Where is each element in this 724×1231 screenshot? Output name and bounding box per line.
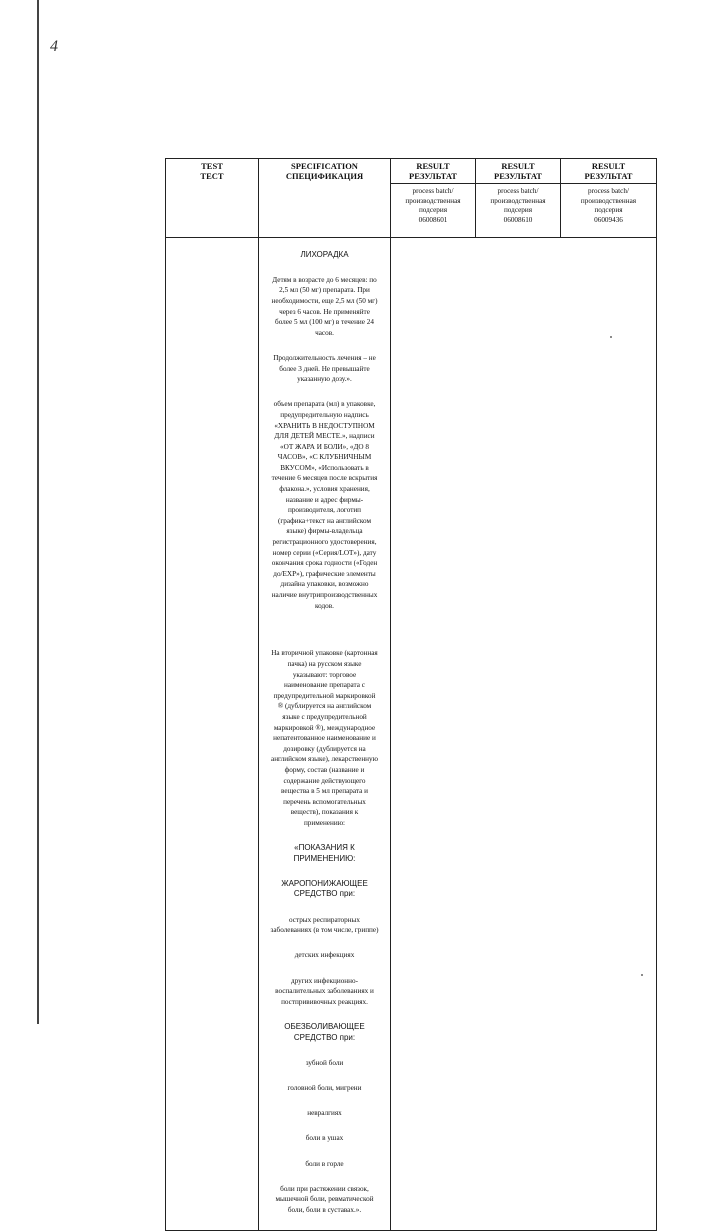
spec-paragraph: головной боли, мигрени [287, 1083, 362, 1092]
spec-paragraph: «ПОКАЗАНИЯ К ПРИМЕНЕНИЮ: [293, 843, 356, 863]
handwritten-page-mark: 4 [50, 38, 58, 55]
header-result-2 [476, 159, 561, 184]
batch-number: 06009436 [594, 215, 623, 224]
batch-cell [476, 184, 561, 238]
spec-paragraph: Детям в возрасте до 6 месяцев: по 2,5 мл (50 мг) препарата. При необходимости, еще 2,5 мл (50 мг) через 6 часов. Не применяйте более 5 мл (100 мг) в течение 24 часов. [271, 275, 378, 337]
spec-paragraph: Продолжительность лечения – не более 3 дней. Не превышайте указанную дозу.». [273, 353, 376, 384]
batch-number: 06008601 [418, 215, 448, 224]
scan-edge-line [37, 0, 39, 1024]
scan-speck [641, 974, 643, 976]
spec-paragraph: ОБЕЗБОЛИВАЮЩЕЕ СРЕДСТВО при: [284, 1021, 365, 1042]
header-result-text: RESULT РЕЗУЛЬТАТ [494, 161, 542, 181]
batch-label: process batch/ производственная подсерия [490, 187, 546, 214]
spec-paragraph: боли при растяжении связок, мышечной боли, ревматической боли, боли в суставах.». [275, 1184, 374, 1214]
spec-paragraph: боли в горле [305, 1159, 344, 1168]
spec-paragraph: На вторичной упаковке (картонная пачка) на русском языке указывают: торговое наименование препарата с предупредительной маркировкой ® (дублируется на английском языке с предупредительной маркировкой ®), международное непатентованное наименование и дозировку (дублируется на английском языке), лекарственную форму, состав (название и содержание действующего вещества в 5 мл препарата и перечень вспомогательных веществ), показания к применению: [271, 649, 378, 827]
batch-cell [391, 184, 476, 238]
spec-paragraph: острых респираторных заболеваниях (в том числе, гриппе) [270, 915, 379, 935]
header-specification [259, 159, 391, 238]
spec-paragraph: невралгиях [307, 1109, 342, 1118]
body-row [166, 238, 657, 1231]
header-result-text: RESULT РЕЗУЛЬТАТ [584, 161, 633, 181]
test-cell [166, 238, 259, 1231]
header-result-text: RESULT РЕЗУЛЬТАТ [409, 161, 457, 181]
specification-cell [259, 238, 391, 1231]
batch-label: process batch/ производственная подсерия [580, 187, 637, 214]
spec-paragraph: объем препарата (мл) в упаковке, предупредительную надпись «ХРАНИТЬ В НЕДОСТУПНОМ ДЛЯ ДЕТЕЙ МЕСТЕ.», надписи «ОТ ЖАРА И БОЛИ», «ДО 8 ЧАСОВ», «С КЛУБНИЧНЫМ ВКУСОМ», «Использовать в течение 6 месяцев после вскрытия флакона.», условия хранения, название и адрес фирмы- производителя, логотип (графика+текст на английском языке) фирмы-владельца регистрационного удостоверения, номер серии («Серия/LOT»), дату окончания срока годности («Годен до/EXP»), графические элементы дизайна упаковки, возможно наличие внутрипроизводственных кодов. [271, 400, 378, 610]
header-result-1 [391, 159, 476, 184]
specification-table [165, 158, 657, 1231]
header-test-text: TEST ТЕСТ [200, 161, 224, 181]
scan-speck [610, 336, 612, 338]
batch-number: 06008610 [503, 215, 533, 224]
spec-paragraph: детских инфекциях [294, 951, 355, 960]
spec-paragraph: ЛИХОРАДКА [300, 249, 349, 259]
spec-paragraph: других инфекционно- воспалительных заболеваниях и постпрививочных реакциях. [275, 976, 374, 1006]
header-row [166, 159, 657, 184]
spec-paragraph: зубной боли [305, 1058, 344, 1067]
header-test [166, 159, 259, 238]
header-result-3 [561, 159, 657, 184]
spec-paragraph: ЖАРОПОНИЖАЮЩЕЕ СРЕДСТВО при: [281, 878, 368, 899]
results-cell [391, 238, 657, 1231]
spec-paragraph: боли в ушах [305, 1134, 344, 1143]
header-specification-text: SPECIFICATION СПЕЦИФИКАЦИЯ [285, 161, 364, 181]
spec-spacer [261, 626, 388, 634]
batch-cell [561, 184, 657, 238]
batch-label: process batch/ производственная подсерия [405, 187, 461, 214]
